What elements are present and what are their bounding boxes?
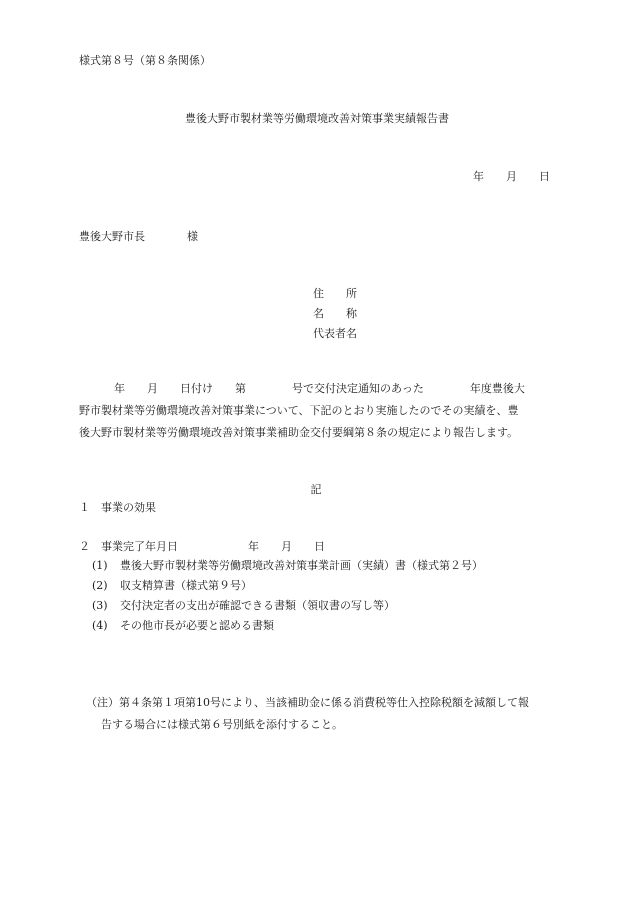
applicant-name-label: 名 称 [313,307,357,320]
addressee-honorific: 様 [187,230,198,243]
attachment-item [92,557,483,573]
attachment-number: (1) [92,559,108,572]
addressee [79,228,198,244]
item-2-label: ２ 事業完了年月日 [79,540,178,553]
attachment-number: (3) [92,599,108,612]
body-number-prefix: 第 [235,382,246,395]
item-1-effects: １ 事業の効果 [79,501,156,514]
attachment-number: (2) [92,579,108,592]
ki-heading: 記 [310,483,322,496]
applicant-address-label: 住 所 [313,287,357,300]
item-2-completion-date [79,538,325,554]
item-2-month: 月 [281,540,292,553]
form-number: 様式第８号（第８条関係） [79,54,211,67]
body-line-3: 後大野市製材業等労働環境改善対策事業補助金交付要綱第８条の規定により報告します。 [79,426,519,439]
body-notice-text: 号で交付決定通知のあった [292,382,424,395]
document-title: 豊後大野市製材業等労働環境改善対策事業実績報告書 [185,112,449,125]
attachment-text: 交付決定者の支出が確認できる書類（領収書の写し等） [120,599,395,612]
attachment-item [92,577,252,593]
report-body-paragraph [79,378,551,444]
attachment-number: (4) [92,619,108,632]
body-line-2: 野市製材業等労働環境改善対策事業について、下記のとおり実施したのでその実績を、豊 [79,404,519,417]
addressee-name: 豊後大野市長 [79,230,145,243]
date-day: 日 [539,170,550,183]
attachment-text: 豊後大野市製材業等労働環境改善対策事業計画（実績）書（様式第２号） [120,559,483,572]
body-year-blank: 年 [114,382,125,395]
body-line-1 [79,378,551,400]
body-fiscal-year-text: 年度豊後大 [469,382,525,395]
item-2-day: 日 [314,540,325,553]
applicant-representative-label: 代表者名 [313,327,357,340]
date-month: 月 [506,170,517,183]
body-month-blank: 月 [147,382,158,395]
body-day-blank: 日付け [180,382,213,395]
date-line [473,168,550,184]
attachment-item [92,617,274,633]
footnote [86,692,552,736]
attachment-item [92,597,395,613]
date-year: 年 [473,170,484,183]
footnote-line-2: 告する場合には様式第６号別紙を添付すること。 [101,718,343,731]
footnote-line-1: （注）第４条第１項第10号により、当該補助金に係る消費税等仕入控除税額を減額して報 [86,696,529,709]
attachment-text: 収支精算書（様式第９号） [120,579,252,592]
attachment-text: その他市長が必要と認める書類 [120,619,274,632]
item-2-year: 年 [248,540,259,553]
